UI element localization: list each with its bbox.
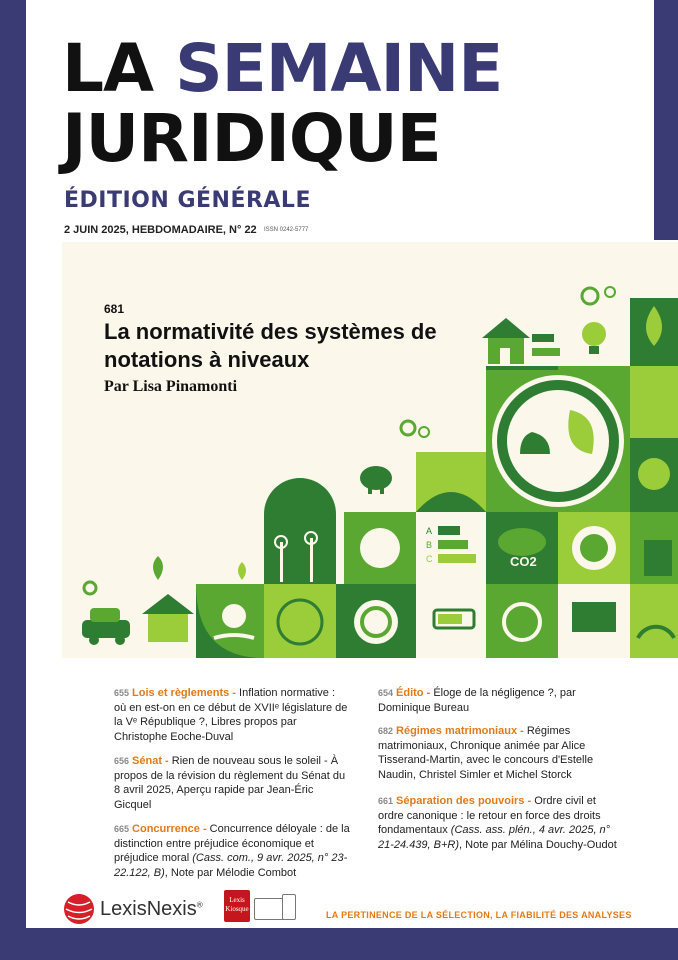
masthead-semaine: SEMAINE xyxy=(175,30,503,107)
left-band xyxy=(0,0,26,960)
toc-item: 655 Lois et règlements - Inflation normative : où en est-on en ce début de XVIIᵉ législature de la Vᵉ République ?, Libres propos par Christophe Eoche-Duval xyxy=(114,687,348,743)
co2-label: CO2 xyxy=(510,554,537,569)
bottom-band xyxy=(0,928,678,960)
lexisnexis-globe-icon xyxy=(62,892,96,926)
svg-text:C: C xyxy=(426,554,433,564)
toc-rubric: Lois et règlements xyxy=(132,687,230,699)
house-icon xyxy=(482,318,530,364)
toc-text: Ordre civil et ordre canonique : le retour en force des droits fondamentaux xyxy=(378,795,601,836)
arch-windmill xyxy=(264,478,336,584)
lead-article-author: Par Lisa Pinamonti xyxy=(104,378,238,395)
globe-icon xyxy=(638,458,670,490)
tile xyxy=(630,366,678,438)
dateline: 2 JUIN 2025, HEBDOMADAIRE, N° 22 xyxy=(64,224,257,236)
gear-icon-2 xyxy=(401,421,429,437)
svg-text:A: A xyxy=(426,526,433,536)
arrows-icon xyxy=(532,334,560,356)
tile xyxy=(264,584,336,658)
masthead-juridique: JURIDIQUE xyxy=(62,100,441,177)
publisher-name: LexisNexis® xyxy=(100,898,203,920)
bulb-icon xyxy=(582,322,606,354)
battery-level xyxy=(438,614,462,624)
lead-article-title: La normativité des systèmes de notations à niveaux xyxy=(104,319,437,372)
toc-text: Inflation normative : où en est-on en ce début de XVIIᵉ législature de la Vᵉ République ?, Libres propos par Christophe Eoche-Duval xyxy=(114,687,348,743)
bulb-tile-circle xyxy=(360,528,400,568)
toc-reference: (Cass. ass. plén., 4 avr. 2025, n° 21-24.439, B+R) xyxy=(378,824,611,851)
toc-rubric: Concurrence xyxy=(132,823,200,835)
sprout-icon xyxy=(153,556,246,580)
piggy-bank-icon xyxy=(360,466,392,494)
cover-illustration xyxy=(62,242,678,658)
toc-item: 665 Concurrence - Concurrence déloyale : de la distinction entre préjudice économique et préjudice moral (Cass. com., 9 avr. 2025, n° 23-22.122, B), Note par Mélodie Combot xyxy=(114,823,350,879)
toc-item: 654 Édito - Éloge de la négligence ?, par Dominique Bureau xyxy=(378,687,576,714)
lead-article-number: 681 xyxy=(104,302,125,316)
right-band xyxy=(654,0,678,240)
green-energy-mosaic xyxy=(62,242,678,658)
svg-text:B: B xyxy=(426,540,433,550)
issn: ISSN 0242-5777 xyxy=(264,227,309,233)
circle-bg xyxy=(492,375,624,507)
toc-text: Concurrence déloyale : de la distinction entre préjudice économique et préjudice moral xyxy=(114,823,350,864)
toc-item: 661 Séparation des pouvoirs - Ordre civil et ordre canonique : le retour en force des droits fondamentaux (Cass. ass. plén., 4 avr. 2025, n° 21-24.439, B+R), Note par Mélina Douchy-Oudot xyxy=(378,795,617,851)
solar-panel-icon xyxy=(572,602,616,632)
toc-rubric: Régimes matrimoniaux xyxy=(396,725,518,737)
gear-icon xyxy=(582,287,615,304)
toc-text: Rien de nouveau sous le soleil - À propos de la révision du règlement du Sénat du 8 avril 2025, Aperçu rapide par Jean-Éric Gicquel xyxy=(114,755,346,811)
toc-text: Régimes matrimoniaux, Chronique animée par Alice Tisserand-Martin, avec le concours d'Estelle Naudin, Christel Simler et Michel Storck xyxy=(378,725,594,781)
toc-item: 682 Régimes matrimoniaux - Régimes matrimoniaux, Chronique animée par Alice Tisserand-Martin, avec le concours d'Estelle Naudin, Christel Simler et Michel Storck xyxy=(378,725,594,781)
factory-icon xyxy=(644,540,672,576)
toc-rubric: Édito xyxy=(396,687,424,699)
phone-icon xyxy=(282,894,296,920)
masthead-title-line1 xyxy=(62,30,503,107)
toc-item: 656 Sénat - Rien de nouveau sous le soleil - À propos de la révision du règlement du Sénat du 8 avril 2025, Aperçu rapide par Jean-Éric Gicquel xyxy=(114,755,346,811)
toc-text: Éloge de la négligence ?, par Dominique Bureau xyxy=(378,687,576,714)
edition-label: ÉDITION GÉNÉRALE xyxy=(64,188,311,213)
toc-reference: (Cass. com., 9 avr. 2025, n° 23-22.122, B) xyxy=(114,852,348,879)
lexisnexis-logo xyxy=(62,890,212,926)
kiosque-icon: Lexis Kiosque xyxy=(224,890,250,922)
masthead-la: LA xyxy=(62,30,154,107)
toc-rubric: Sénat xyxy=(132,755,162,767)
tile xyxy=(630,584,678,658)
tagline: LA PERTINENCE DE LA SÉLECTION, LA FIABILITÉ DES ANALYSES xyxy=(326,910,632,920)
cloud-icon xyxy=(498,528,546,556)
globe-icon-2 xyxy=(580,534,608,562)
lexis-kiosque-badge xyxy=(224,890,304,924)
tile xyxy=(486,584,558,658)
toc-rubric: Séparation des pouvoirs xyxy=(396,795,525,807)
